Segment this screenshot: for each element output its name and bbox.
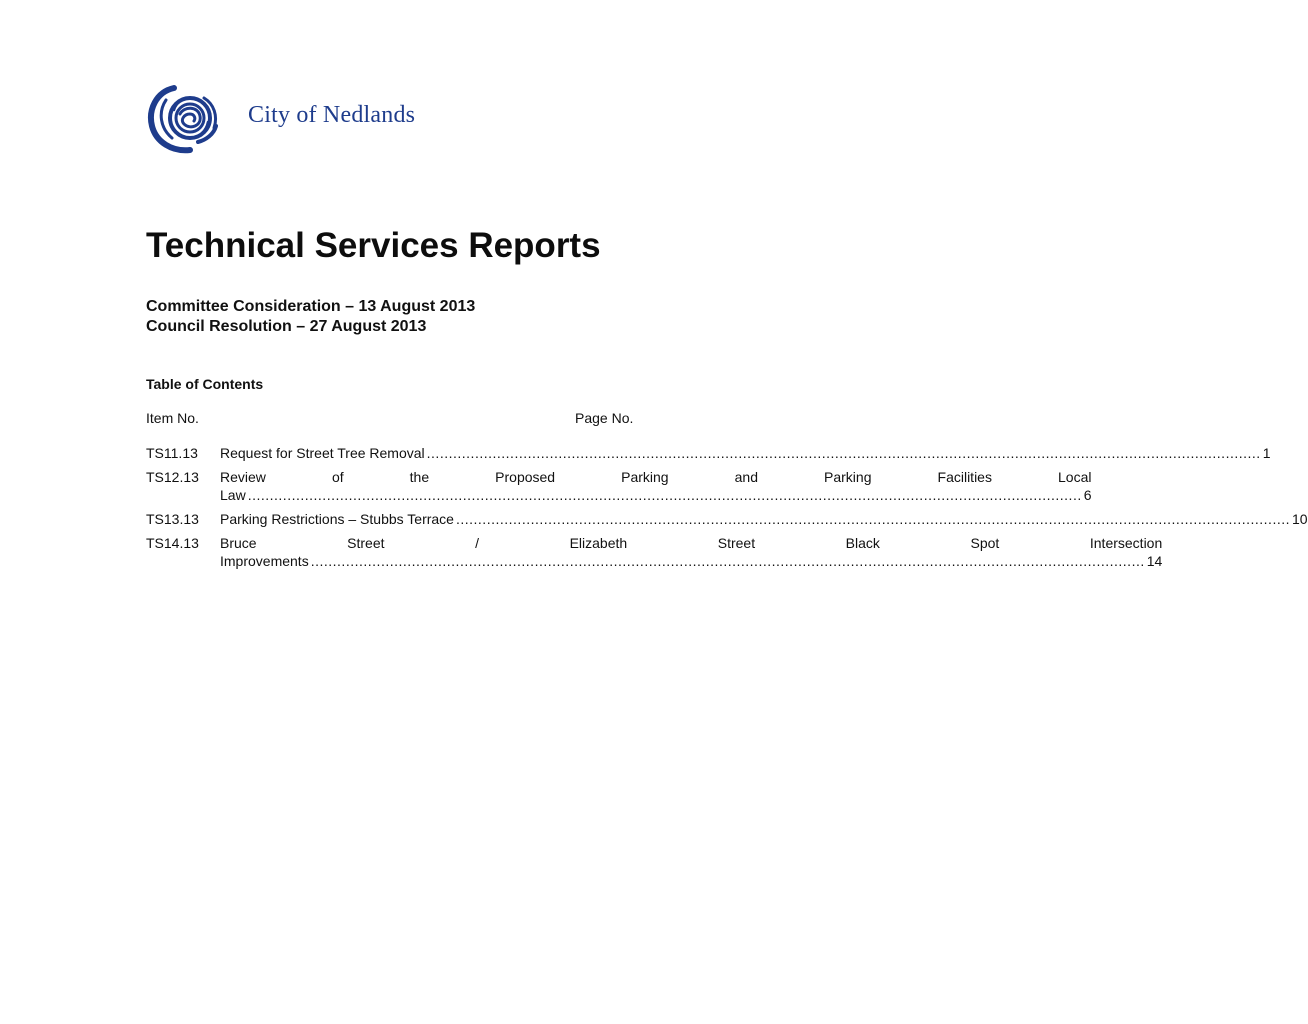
dot-leader [311,552,1145,570]
toc-entry[interactable] [146,534,1163,570]
toc-entry-number: TS12.13 [146,469,199,485]
dot-leader [456,510,1290,528]
toc-list [146,444,1308,576]
toc-entry[interactable] [146,444,1271,462]
toc-entry-title: Request for Street Tree Removal [220,445,425,461]
toc-entry[interactable] [146,510,1308,528]
rose-emblem-icon [144,80,240,156]
toc-entry-page: 10 [1292,511,1308,527]
toc-entry-number: TS14.13 [146,535,199,551]
toc-entry[interactable] [146,468,1092,504]
toc-entry-number: TS11.13 [146,445,198,461]
toc-entry-page: 1 [1262,445,1271,461]
toc-entry-title-continued: Improvements [220,553,309,569]
toc-entry-page: 6 [1083,487,1092,503]
city-logo [144,80,464,156]
toc-entry-title: Bruce Street / Elizabeth Street Black Spot Intersection [220,535,1163,551]
committee-consideration-date: Committee Consideration – 13 August 2013 [146,298,476,315]
toc-entry-title: Parking Restrictions – Stubbs Terrace [220,511,454,527]
toc-heading: Table of Contents [146,376,264,392]
logo-wordmark: City of Nedlands [248,102,416,128]
council-resolution-date: Council Resolution – 27 August 2013 [146,318,427,335]
toc-entry-page: 14 [1146,553,1163,569]
page-title: Technical Services Reports [146,226,601,265]
toc-item-column-header: Item No. [146,410,199,426]
toc-entry-number: TS13.13 [146,511,199,527]
toc-entry-title: Review of the Proposed Parking and Parking Facilities Local [220,469,1092,485]
toc-entry-title-continued: Law [220,487,246,503]
toc-page-column-header: Page No. [575,410,634,426]
dot-leader [248,486,1082,504]
dot-leader [427,444,1261,462]
